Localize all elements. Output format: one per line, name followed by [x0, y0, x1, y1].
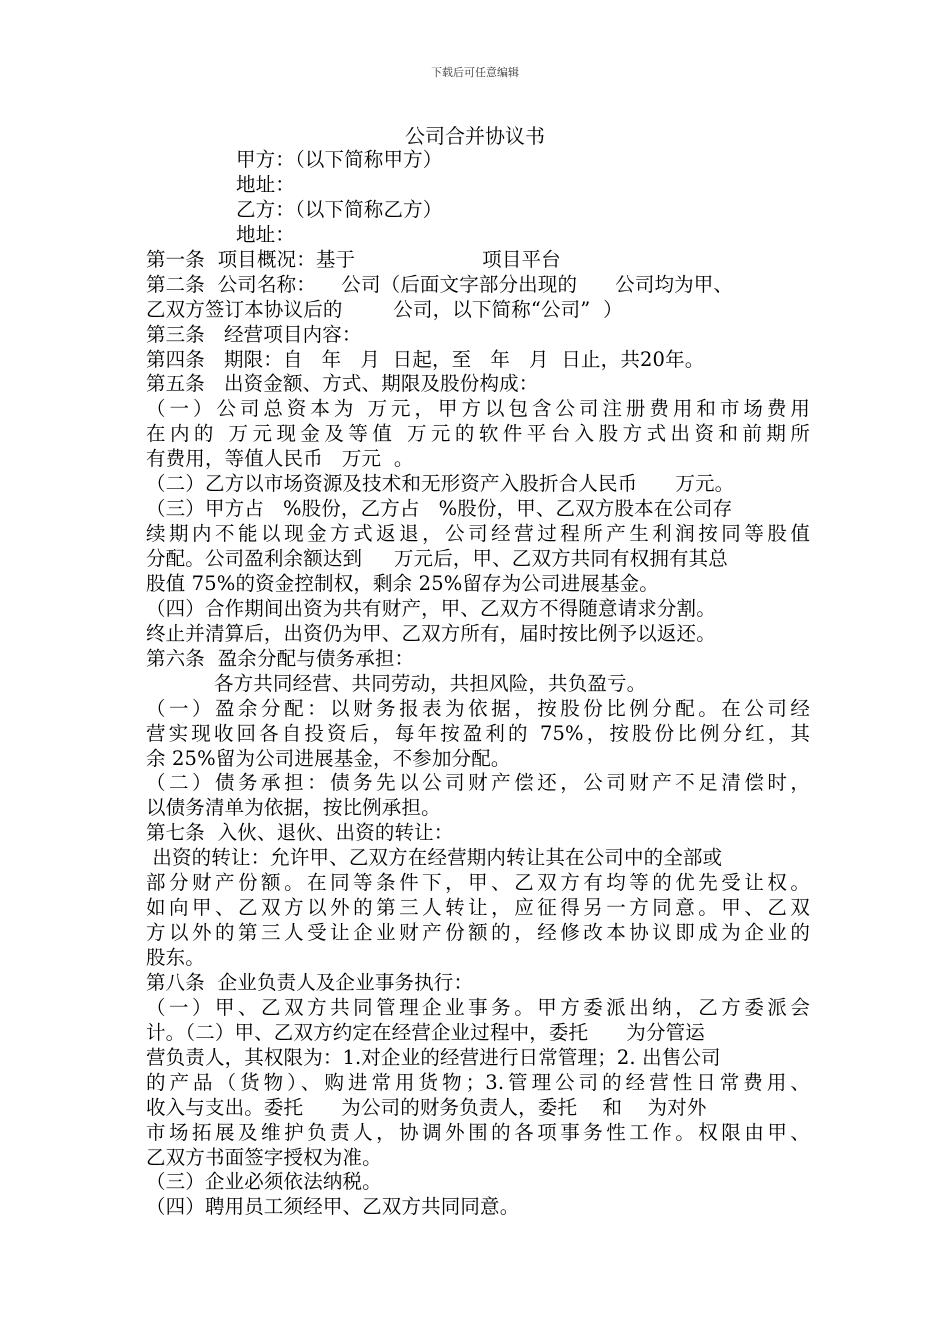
- text-line: 余 25%留为公司进展基金，不参加分配。: [146, 746, 511, 770]
- document-body: [146, 148, 810, 1220]
- article-5: 第五条 出资金额、方式、期限及股份构成：: [146, 372, 539, 396]
- text-line: 如向甲、乙双方以外的第三人转让，应征得另一方同意。甲、乙双: [146, 896, 810, 920]
- text-line: 有费用，等值人民币 万元 。: [146, 447, 414, 471]
- text-line: 部分财产份额。在同等条件下，甲、乙双方有均等的优先受让权。: [146, 871, 810, 895]
- text-line: 以债务清单为依据，按比例承担。: [146, 796, 441, 820]
- text-line: 终止并清算后，出资仍为甲、乙双方所有，届时按比例予以返还。: [146, 621, 716, 645]
- text-line: 方以外的第三人受让企业财产份额的，经修改本协议即成为企业的: [146, 921, 810, 945]
- text-line: 股值 75%的资金控制权，剩余 25%留存为公司进展基金。: [146, 571, 659, 595]
- party-b-line: 乙方：（以下简称乙方）: [236, 197, 443, 221]
- text-line: （二）乙方以市场资源及技术和无形资产入股折合人民币 万元。: [146, 472, 735, 496]
- article-6: 第六条 盈余分配与债务承担：: [146, 646, 415, 670]
- text-line: 市场拓展及维护负责人，协调外围的各项事务性工作。权限由甲、: [146, 1120, 810, 1144]
- text-line: （三）甲方占 %股份，乙方占 %股份，甲、乙双方股本在公司存: [146, 497, 733, 521]
- text-line: （四）聘用员工须经甲、乙双方共同同意。: [146, 1195, 520, 1219]
- text-line: （三）企业必须依法纳税。: [146, 1170, 382, 1194]
- text-line: （一）盈余分配：以财务报表为依据，按股份比例分配。在公司经: [146, 696, 810, 720]
- article-3: 第三条 经营项目内容：: [146, 322, 362, 346]
- article-1: 第一条 项目概况：基于 项目平台: [146, 247, 561, 271]
- text-line: （一）公司总资本为 万元，甲方以包含公司注册费用和市场费用: [146, 397, 810, 421]
- text-line: 股东。: [146, 946, 205, 969]
- text-line: （一）甲、乙双方共同管理企业事务。甲方委派出纳，乙方委派会: [146, 995, 810, 1019]
- text-line: 乙双方书面签字授权为准。: [146, 1145, 382, 1169]
- text-line: （二）债务承担：债务先以公司财产偿还，公司财产不足清偿时，: [146, 771, 810, 795]
- party-a-address: 地址：: [236, 172, 295, 196]
- party-a-line: 甲方：（以下简称甲方）: [236, 148, 443, 171]
- text-line: 乙双方签订本协议后的 公司，以下简称“公司” ）: [146, 297, 623, 321]
- article-2: 第二条 公司名称： 公司（后面文字部分出现的 公司均为甲、: [146, 272, 734, 296]
- download-note: 下载后可任意编辑: [431, 66, 519, 79]
- text-line: 的产品（货物）、购进常用货物；3.管理公司的经营性日常费用、: [146, 1070, 810, 1094]
- text-line: （四）合作期间出资为共有财产，甲、乙双方不得随意请求分割。: [146, 596, 716, 620]
- text-line: 营实现收回各自投资后，每年按盈利的 75%，按股份比例分红，其: [146, 721, 810, 745]
- text-line: 计。（二）甲、乙双方约定在经营企业过程中，委托 为分管运: [146, 1020, 705, 1044]
- text-line: 出资的转让：允许甲、乙双方在经营期内转让其在公司中的全部或: [146, 846, 723, 870]
- article-8: 第八条 企业负责人及企业事务执行：: [146, 970, 474, 994]
- text-line: 各方共同经营、共同劳动，共担风险，共负盈亏。: [214, 671, 647, 695]
- text-line: 分配。公司盈利余额达到 万元后，甲、乙双方共同有权拥有其总: [146, 547, 728, 570]
- text-line: 收入与支出。委托 为公司的财务负责人，委托 和 为对外: [146, 1095, 707, 1119]
- text-line: 营负责人，其权限为：1.对企业的经营进行日常管理；2. 出售公司: [146, 1045, 721, 1069]
- text-line: 在内的 万元现金及等值 万元的软件平台入股方式出资和前期所: [146, 422, 810, 446]
- article-4: 第四条 期限：自 年 月 日起，至 年 月 日止，共20年。: [146, 347, 705, 371]
- text-line: 续期内不能以现金方式返退，公司经营过程所产生利润按同等股值: [146, 522, 810, 546]
- party-b-address: 地址：: [236, 222, 295, 246]
- document-title: 公司合并协议书: [405, 124, 545, 148]
- article-7: 第七条 入伙、退伙、出资的转让：: [146, 821, 454, 845]
